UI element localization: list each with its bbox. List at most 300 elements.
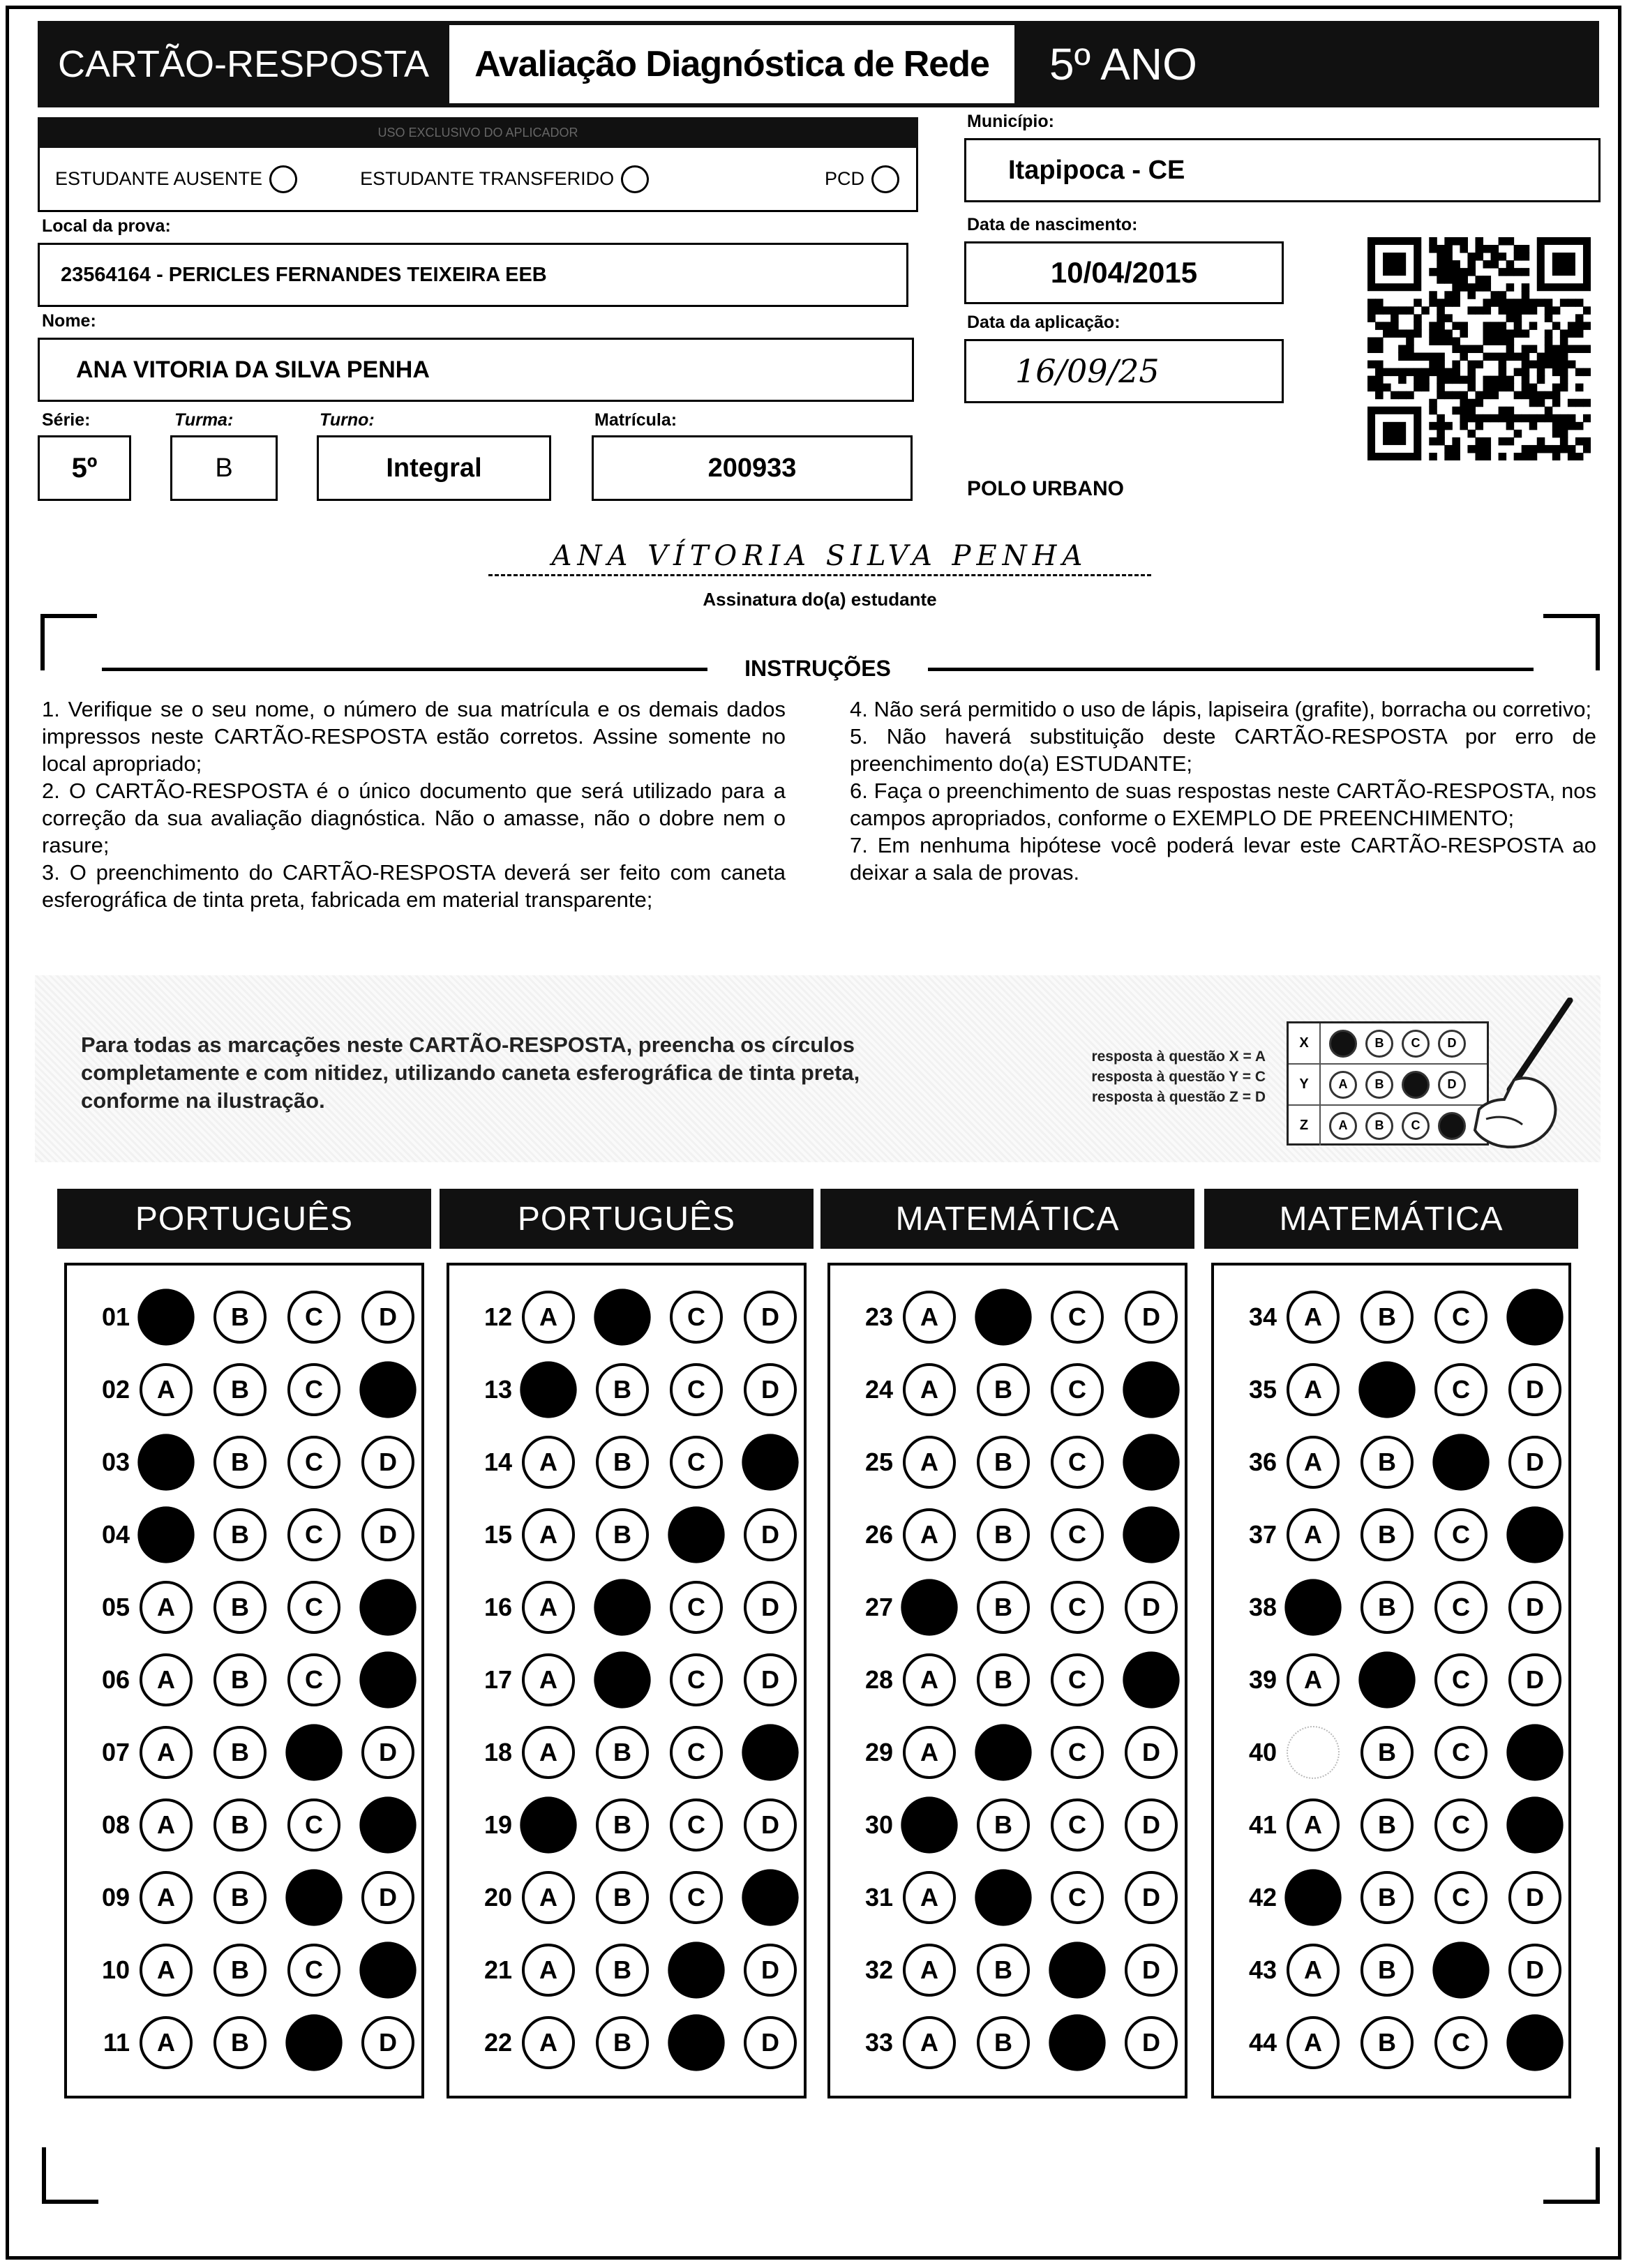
question-number: 29 xyxy=(864,1738,893,1766)
answer-bubble[interactable]: D xyxy=(361,2016,414,2069)
turno-field[interactable] xyxy=(317,435,551,501)
answer-bubble[interactable]: C xyxy=(1051,1871,1104,1924)
question-row xyxy=(830,1281,1185,1353)
question-row xyxy=(449,1499,804,1571)
answer-bubble[interactable]: D xyxy=(1125,1726,1178,1779)
question-number: 34 xyxy=(1248,1302,1277,1331)
answer-bubble-filled[interactable] xyxy=(668,2014,724,2071)
question-row xyxy=(830,1571,1185,1644)
pcd-label: PCD xyxy=(824,168,864,189)
question-row xyxy=(67,1571,421,1644)
answer-bubble-filled[interactable] xyxy=(359,1361,416,1418)
answer-bubble-filled[interactable] xyxy=(359,1942,416,1998)
question-number: 28 xyxy=(864,1665,893,1694)
answer-bubble[interactable]: D xyxy=(361,1726,414,1779)
nome-label: Nome: xyxy=(42,311,96,331)
answer-bubble[interactable]: C xyxy=(1434,1798,1487,1852)
question-row xyxy=(1214,1644,1568,1716)
question-number: 41 xyxy=(1248,1810,1277,1839)
question-number: 31 xyxy=(864,1883,893,1912)
example-legend xyxy=(1035,1046,1266,1107)
answer-bubble[interactable]: D xyxy=(744,1581,797,1634)
answer-bubble[interactable]: A xyxy=(1287,2016,1340,2069)
answer-bubble[interactable]: A xyxy=(522,1436,575,1489)
answer-bubble[interactable]: C xyxy=(1051,1508,1104,1561)
answer-bubble[interactable]: D xyxy=(361,1871,414,1924)
answer-bubble[interactable]: D xyxy=(1125,1291,1178,1344)
question-row xyxy=(67,1353,421,1426)
answer-bubble[interactable]: D xyxy=(1125,2016,1178,2069)
answer-bubble[interactable]: C xyxy=(1051,1363,1104,1416)
answer-bubble[interactable]: D xyxy=(744,1944,797,1997)
question-number: 23 xyxy=(864,1302,893,1331)
question-row xyxy=(67,1861,421,1934)
turno-label: Turno: xyxy=(320,410,375,430)
answer-bubble-blank[interactable] xyxy=(1287,1726,1340,1779)
question-number: 04 xyxy=(101,1520,130,1549)
turno-value: Integral xyxy=(386,453,482,483)
answer-bubble[interactable]: B xyxy=(213,1363,267,1416)
corner-br xyxy=(1543,2147,1600,2204)
question-number: 13 xyxy=(484,1375,512,1404)
answer-bubble[interactable]: A xyxy=(522,2016,575,2069)
answer-bubble[interactable]: B xyxy=(596,1508,649,1561)
instructions-left xyxy=(42,696,786,913)
question-row xyxy=(449,1571,804,1644)
legend-y: resposta à questão Y = C xyxy=(1091,1069,1266,1085)
nome-field[interactable] xyxy=(38,338,914,402)
answer-bubble[interactable]: D xyxy=(1508,1653,1561,1706)
question-number: 06 xyxy=(101,1665,130,1694)
applicator-banner-text: USO EXCLUSIVO DO APLICADOR xyxy=(377,125,578,140)
answer-bubble[interactable]: B xyxy=(596,1363,649,1416)
answer-bubble[interactable]: C xyxy=(287,1653,340,1706)
question-row xyxy=(830,1644,1185,1716)
answer-bubble[interactable]: C xyxy=(1434,1726,1487,1779)
answer-bubble-filled[interactable] xyxy=(359,1579,416,1635)
answer-bubble[interactable]: A xyxy=(140,1798,193,1852)
answer-bubble[interactable]: A xyxy=(522,1291,575,1344)
answer-bubble[interactable]: B xyxy=(1361,1944,1414,1997)
section-header: PORTUGUÊS xyxy=(440,1189,814,1249)
answer-bubble[interactable]: B xyxy=(596,1798,649,1852)
question-number: 12 xyxy=(484,1302,512,1331)
question-number: 14 xyxy=(484,1448,512,1476)
example-bubble-filled xyxy=(1329,1030,1357,1058)
local-field[interactable] xyxy=(38,243,908,307)
question-number: 19 xyxy=(484,1810,512,1839)
answer-bubble[interactable]: D xyxy=(744,1798,797,1852)
answer-bubble-filled[interactable] xyxy=(359,1796,416,1853)
turma-field[interactable] xyxy=(170,435,278,501)
question-number: 07 xyxy=(101,1738,130,1766)
question-row xyxy=(1214,1281,1568,1353)
instructions-title: INSTRUÇÕES xyxy=(744,656,891,681)
question-row xyxy=(1214,1716,1568,1789)
answer-bubble[interactable]: A xyxy=(140,1653,193,1706)
answer-bubble[interactable]: B xyxy=(977,1653,1030,1706)
instruction-3: 3. O preenchimento do CARTÃO-RESPOSTA deverá ser feito com caneta esferográfica de tinta preta, fabricada em material transparente; xyxy=(42,860,786,912)
question-row xyxy=(830,1353,1185,1426)
instructions-rule-left xyxy=(102,668,707,671)
answer-bubble-filled[interactable] xyxy=(1432,1942,1489,1998)
question-box xyxy=(1211,1263,1571,2098)
turma-value: B xyxy=(215,453,233,483)
transferred-checkbox[interactable] xyxy=(621,165,649,193)
answer-bubble[interactable]: B xyxy=(1361,1508,1414,1561)
answer-bubble[interactable]: D xyxy=(744,1653,797,1706)
polo-label: POLO URBANO xyxy=(967,477,1124,500)
signature-value: ANA VÍTORIA SILVA PENHA xyxy=(551,540,1088,572)
qr-code xyxy=(1367,237,1591,460)
answer-bubble-filled[interactable] xyxy=(1123,1434,1179,1490)
answer-bubble[interactable]: C xyxy=(1051,1291,1104,1344)
question-row xyxy=(449,2006,804,2079)
answer-bubble[interactable]: C xyxy=(670,1363,723,1416)
example-bubble: D xyxy=(1438,1030,1466,1058)
answer-bubble-filled[interactable] xyxy=(594,1579,650,1635)
answer-bubble-filled[interactable] xyxy=(137,1434,194,1490)
answer-bubble[interactable]: C xyxy=(1434,2016,1487,2069)
answer-bubble[interactable]: A xyxy=(903,2016,956,2069)
answer-bubble[interactable]: B xyxy=(213,1436,267,1489)
answer-bubble[interactable]: C xyxy=(287,1436,340,1489)
answer-bubble-filled[interactable] xyxy=(742,1869,798,1925)
answer-bubble-filled[interactable] xyxy=(285,1724,342,1780)
answer-bubble[interactable]: A xyxy=(140,1363,193,1416)
answer-bubble[interactable]: D xyxy=(744,1363,797,1416)
answer-bubble-filled[interactable] xyxy=(742,1434,798,1490)
answer-bubble[interactable]: D xyxy=(1125,1871,1178,1924)
answer-bubble[interactable]: A xyxy=(1287,1798,1340,1852)
nascimento-field[interactable] xyxy=(964,241,1284,304)
answer-bubble[interactable]: B xyxy=(1361,2016,1414,2069)
answer-bubble[interactable]: C xyxy=(1434,1363,1487,1416)
example-bubble: A xyxy=(1329,1071,1357,1099)
answer-bubble[interactable]: D xyxy=(744,1508,797,1561)
answer-bubble[interactable]: B xyxy=(977,1798,1030,1852)
answer-bubble[interactable]: B xyxy=(1361,1726,1414,1779)
answer-bubble[interactable]: C xyxy=(287,1944,340,1997)
answer-bubble[interactable]: A xyxy=(903,1363,956,1416)
answer-bubble[interactable]: B xyxy=(596,1436,649,1489)
answer-bubble[interactable]: A xyxy=(140,1944,193,1997)
answer-bubble[interactable]: A xyxy=(522,1726,575,1779)
answer-bubble-filled[interactable] xyxy=(1284,1869,1341,1925)
corner-tl xyxy=(40,614,97,670)
instructions-rule-right xyxy=(928,668,1534,671)
answer-bubble-filled[interactable] xyxy=(137,1506,194,1563)
answer-bubble-filled[interactable] xyxy=(1358,1361,1415,1418)
answer-bubble[interactable]: B xyxy=(596,2016,649,2069)
card-title: CARTÃO-RESPOSTA xyxy=(57,43,430,85)
example-bubble-filled xyxy=(1402,1071,1430,1099)
instruction-4: 4. Não será permitido o uso de lápis, lapiseira (grafite), borracha ou corretivo; xyxy=(850,697,1592,721)
answer-bubble-filled[interactable] xyxy=(1506,1724,1563,1780)
question-number: 43 xyxy=(1248,1955,1277,1984)
question-row xyxy=(1214,1789,1568,1861)
answer-bubble-filled[interactable] xyxy=(975,1724,1031,1780)
question-number: 16 xyxy=(484,1593,512,1621)
question-row xyxy=(830,1861,1185,1934)
example-bubble: C xyxy=(1402,1112,1430,1140)
answer-bubble[interactable]: D xyxy=(1508,1581,1561,1634)
answer-bubble[interactable]: B xyxy=(596,1726,649,1779)
answer-bubble-filled[interactable] xyxy=(901,1796,957,1853)
section-header: PORTUGUÊS xyxy=(57,1189,431,1249)
answer-bubble[interactable]: B xyxy=(213,2016,267,2069)
question-row xyxy=(1214,1934,1568,2006)
answer-bubble[interactable]: A xyxy=(1287,1944,1340,1997)
matricula-label: Matrícula: xyxy=(594,410,677,430)
question-number: 11 xyxy=(103,2028,130,2057)
answer-bubble[interactable]: A xyxy=(1287,1363,1340,1416)
answer-bubble-filled[interactable] xyxy=(1049,2014,1105,2071)
nascimento-label: Data de nascimento: xyxy=(967,215,1138,234)
example-question: Y xyxy=(1289,1065,1321,1104)
answer-bubble[interactable]: A xyxy=(1287,1291,1340,1344)
answer-bubble[interactable]: B xyxy=(1361,1798,1414,1852)
question-number: 17 xyxy=(484,1665,512,1694)
example-bubble: D xyxy=(1438,1071,1466,1099)
question-number: 30 xyxy=(864,1810,893,1839)
question-number: 40 xyxy=(1248,1738,1277,1766)
answer-bubble-filled[interactable] xyxy=(285,2014,342,2071)
answer-bubble[interactable]: C xyxy=(1434,1581,1487,1634)
question-number: 25 xyxy=(864,1448,893,1476)
exam-title: Avaliação Diagnóstica de Rede xyxy=(474,44,989,84)
answer-bubble[interactable]: A xyxy=(140,1581,193,1634)
answer-bubble[interactable]: B xyxy=(213,1944,267,1997)
answer-bubble-filled[interactable] xyxy=(742,1724,798,1780)
answer-bubble[interactable]: C xyxy=(1051,1581,1104,1634)
answer-bubble-filled[interactable] xyxy=(1506,1506,1563,1563)
answer-bubble-filled[interactable] xyxy=(1506,1796,1563,1853)
answer-bubble[interactable]: C xyxy=(670,1436,723,1489)
absent-checkbox[interactable] xyxy=(269,165,297,193)
question-row xyxy=(449,1281,804,1353)
question-row xyxy=(830,1716,1185,1789)
answer-bubble[interactable]: D xyxy=(361,1436,414,1489)
answer-bubble[interactable]: A xyxy=(522,1581,575,1634)
answer-bubble-filled[interactable] xyxy=(137,1289,194,1345)
question-row xyxy=(67,1716,421,1789)
answer-bubble[interactable]: C xyxy=(670,1291,723,1344)
answer-bubble-filled[interactable] xyxy=(594,1651,650,1708)
question-row xyxy=(67,1281,421,1353)
answer-bubble[interactable]: A xyxy=(1287,1653,1340,1706)
matricula-field[interactable] xyxy=(592,435,913,501)
answer-bubble[interactable]: A xyxy=(140,2016,193,2069)
header-center xyxy=(449,21,1014,107)
answer-bubble[interactable]: D xyxy=(1125,1581,1178,1634)
signature-field[interactable] xyxy=(488,540,1151,576)
example-question: Z xyxy=(1289,1106,1321,1146)
answer-bubble[interactable]: B xyxy=(596,1871,649,1924)
answer-bubble[interactable]: A xyxy=(522,1944,575,1997)
answer-bubble[interactable]: D xyxy=(744,2016,797,2069)
answer-bubble[interactable]: D xyxy=(1508,1944,1561,1997)
answer-bubble[interactable]: C xyxy=(670,1581,723,1634)
answer-bubble[interactable]: B xyxy=(1361,1436,1414,1489)
question-row xyxy=(830,1426,1185,1499)
question-row xyxy=(449,1934,804,2006)
answer-bubble[interactable]: B xyxy=(213,1291,267,1344)
answer-bubble[interactable]: C xyxy=(1434,1871,1487,1924)
applicator-box xyxy=(38,148,918,212)
answer-bubble[interactable]: B xyxy=(213,1798,267,1852)
section-header: MATEMÁTICA xyxy=(820,1189,1194,1249)
aplicacao-field[interactable] xyxy=(964,339,1284,403)
instruction-1: 1. Verifique se o seu nome, o número de sua matrícula e os demais dados impressos neste CARTÃO-RESPOSTA estão corretos. Assine somente no local apropriado; xyxy=(42,697,786,776)
answer-bubble[interactable]: A xyxy=(1287,1436,1340,1489)
question-row xyxy=(1214,1861,1568,1934)
question-number: 09 xyxy=(101,1883,130,1912)
question-number: 20 xyxy=(484,1883,512,1912)
answer-bubble-filled[interactable] xyxy=(668,1506,724,1563)
answer-bubble[interactable]: C xyxy=(287,1291,340,1344)
answer-bubble[interactable]: B xyxy=(1361,1581,1414,1634)
legend-x: resposta à questão X = A xyxy=(1091,1049,1266,1065)
answer-bubble-filled[interactable] xyxy=(520,1361,576,1418)
question-number: 22 xyxy=(484,2028,512,2057)
answer-bubble[interactable]: A xyxy=(522,1508,575,1561)
municipio-field[interactable] xyxy=(964,138,1601,202)
answer-bubble[interactable]: C xyxy=(1051,1798,1104,1852)
answer-bubble[interactable]: D xyxy=(1508,1363,1561,1416)
pcd-checkbox[interactable] xyxy=(871,165,899,193)
answer-bubble[interactable]: C xyxy=(287,1798,340,1852)
instruction-2: 2. O CARTÃO-RESPOSTA é o único documento que será utilizado para a correção da sua avaliação diagnóstica. Não o amasse, não o dobre nem o rasure; xyxy=(42,779,786,857)
example-bubble: B xyxy=(1365,1030,1393,1058)
answer-bubble[interactable]: A xyxy=(903,1436,956,1489)
answer-bubble[interactable]: B xyxy=(596,1944,649,1997)
answer-bubble[interactable]: C xyxy=(670,1653,723,1706)
answer-bubble-filled[interactable] xyxy=(1432,1434,1489,1490)
answer-bubble[interactable]: A xyxy=(140,1726,193,1779)
answer-bubble[interactable]: A xyxy=(903,1871,956,1924)
answer-bubble-filled[interactable] xyxy=(1123,1651,1179,1708)
answer-bubble[interactable]: B xyxy=(213,1653,267,1706)
answer-bubble[interactable]: D xyxy=(361,1291,414,1344)
answer-bubble[interactable]: A xyxy=(1287,1508,1340,1561)
question-number: 08 xyxy=(101,1810,130,1839)
serie-field[interactable] xyxy=(38,435,131,501)
answer-bubble[interactable]: C xyxy=(1434,1291,1487,1344)
answer-bubble[interactable]: D xyxy=(1125,1944,1178,1997)
question-number: 38 xyxy=(1248,1593,1277,1621)
question-row xyxy=(449,1789,804,1861)
answer-bubble[interactable]: A xyxy=(903,1653,956,1706)
answer-bubble[interactable]: B xyxy=(977,2016,1030,2069)
question-row xyxy=(1214,1426,1568,1499)
answer-bubble[interactable]: C xyxy=(1434,1653,1487,1706)
question-row xyxy=(67,2006,421,2079)
answer-bubble[interactable]: A xyxy=(140,1871,193,1924)
instruction-7: 7. Em nenhuma hipótese você poderá levar este CARTÃO-RESPOSTA ao deixar a sala de provas. xyxy=(850,833,1596,885)
answer-bubble-filled[interactable] xyxy=(1358,1651,1415,1708)
answer-bubble[interactable]: C xyxy=(670,1798,723,1852)
answer-bubble[interactable]: C xyxy=(287,1508,340,1561)
answer-bubble[interactable]: C xyxy=(287,1363,340,1416)
answer-bubble[interactable]: C xyxy=(670,1871,723,1924)
question-row xyxy=(830,2006,1185,2079)
answer-bubble[interactable]: A xyxy=(903,1944,956,1997)
header-right xyxy=(1014,21,1599,107)
answer-bubble-filled[interactable] xyxy=(1506,2014,1563,2071)
answer-bubble[interactable]: B xyxy=(213,1726,267,1779)
answer-bubble[interactable]: C xyxy=(1051,1436,1104,1489)
section-header: MATEMÁTICA xyxy=(1204,1189,1578,1249)
answer-bubble[interactable]: A xyxy=(903,1726,956,1779)
answer-bubble[interactable]: B xyxy=(1361,1291,1414,1344)
answer-bubble[interactable]: A xyxy=(522,1871,575,1924)
answer-bubble[interactable]: C xyxy=(1051,1726,1104,1779)
serie-value: 5º xyxy=(71,452,98,483)
answer-bubble[interactable]: B xyxy=(977,1436,1030,1489)
header-left xyxy=(38,21,449,107)
answer-bubble-filled[interactable] xyxy=(1506,1289,1563,1345)
answer-bubble[interactable]: D xyxy=(361,1508,414,1561)
answer-bubble[interactable]: B xyxy=(977,1581,1030,1634)
answer-bubble[interactable]: C xyxy=(670,1726,723,1779)
answer-bubble[interactable]: B xyxy=(1361,1871,1414,1924)
answer-bubble-filled[interactable] xyxy=(1049,1942,1105,1998)
turma-label: Turma: xyxy=(174,410,234,430)
answer-bubble[interactable]: D xyxy=(744,1291,797,1344)
answer-bubble[interactable]: D xyxy=(1125,1798,1178,1852)
answer-bubble[interactable]: B xyxy=(977,1944,1030,1997)
answer-bubble[interactable]: A xyxy=(903,1508,956,1561)
answer-bubble[interactable]: C xyxy=(287,1581,340,1634)
answer-bubble[interactable]: C xyxy=(1434,1508,1487,1561)
answer-bubble-filled[interactable] xyxy=(1284,1579,1341,1635)
question-row xyxy=(449,1426,804,1499)
answer-bubble[interactable]: B xyxy=(213,1871,267,1924)
answer-bubble-filled[interactable] xyxy=(359,1651,416,1708)
answer-bubble[interactable]: C xyxy=(1051,1653,1104,1706)
signature-label: Assinatura do(a) estudante xyxy=(703,589,937,610)
question-box xyxy=(827,1263,1187,2098)
answer-bubble[interactable]: B xyxy=(977,1363,1030,1416)
answer-bubble-filled[interactable] xyxy=(1123,1361,1179,1418)
answer-bubble[interactable]: B xyxy=(213,1581,267,1634)
answer-bubble-filled[interactable] xyxy=(975,1869,1031,1925)
answer-bubble[interactable]: D xyxy=(1508,1871,1561,1924)
question-number: 18 xyxy=(484,1738,512,1766)
answer-bubble-filled[interactable] xyxy=(594,1289,650,1345)
answer-bubble-filled[interactable] xyxy=(520,1796,576,1853)
answer-bubble-filled[interactable] xyxy=(975,1289,1031,1345)
answer-bubble[interactable]: A xyxy=(522,1653,575,1706)
question-number: 37 xyxy=(1248,1520,1277,1549)
answer-bubble-filled[interactable] xyxy=(901,1579,957,1635)
answer-bubble-filled[interactable] xyxy=(285,1869,342,1925)
answer-bubble[interactable]: A xyxy=(903,1291,956,1344)
answer-bubble[interactable]: B xyxy=(213,1508,267,1561)
aplicacao-value: 16/09/25 xyxy=(1015,352,1160,390)
answer-bubble[interactable]: B xyxy=(977,1508,1030,1561)
grade-title: 5º ANO xyxy=(1049,39,1197,89)
answer-bubble-filled[interactable] xyxy=(1123,1506,1179,1563)
example-bubble: B xyxy=(1365,1071,1393,1099)
example-text: Para todas as marcações neste CARTÃO-RESPOSTA, preencha os círculos completamente e com nitidez, utilizando caneta esferográfica de tinta preta, conforme na ilustração. xyxy=(81,1032,860,1113)
answer-bubble-filled[interactable] xyxy=(668,1942,724,1998)
answer-bubble[interactable]: D xyxy=(1508,1436,1561,1489)
example-bubble: B xyxy=(1365,1112,1393,1140)
corner-tr xyxy=(1543,614,1600,670)
question-number: 44 xyxy=(1248,2028,1277,2057)
